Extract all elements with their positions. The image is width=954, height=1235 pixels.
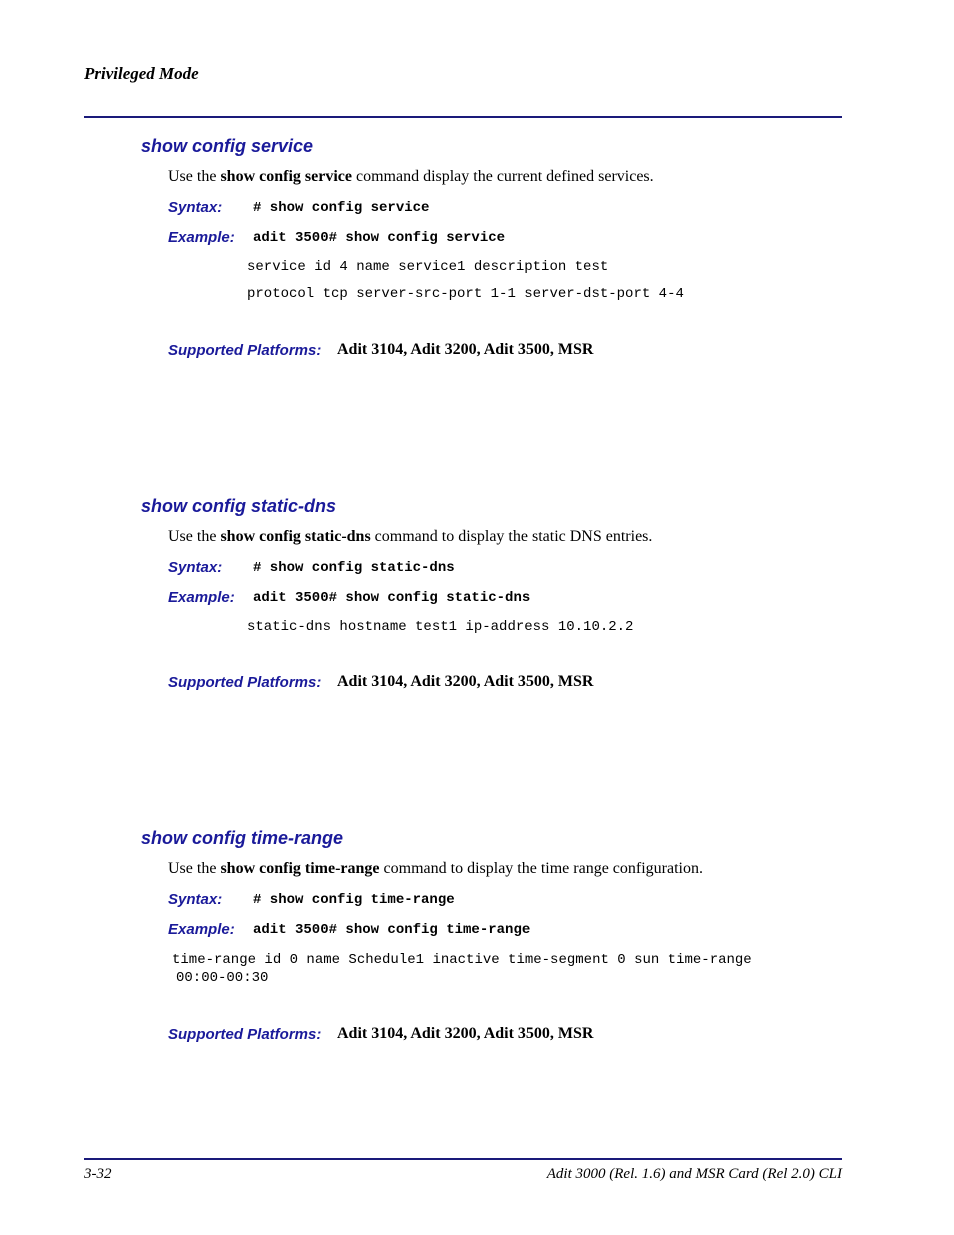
header-rule bbox=[84, 116, 842, 118]
example-label: Example: bbox=[168, 589, 235, 606]
desc-text: Use the bbox=[168, 168, 221, 185]
page-number: 3-32 bbox=[84, 1166, 112, 1182]
section-title-static-dns: show config static-dns bbox=[141, 496, 337, 516]
desc-text: Use the bbox=[168, 860, 221, 877]
document-title: Adit 3000 (Rel. 1.6) and MSR Card (Rel 2.0) CLI bbox=[546, 1166, 842, 1182]
example-output-line: static-dns hostname test1 ip-address 10.10.2.2 bbox=[247, 619, 634, 635]
desc-command: show config service bbox=[220, 168, 352, 185]
platforms-label: Supported Platforms: bbox=[168, 1026, 322, 1043]
section-description bbox=[168, 168, 654, 186]
example-command: adit 3500# show config time-range bbox=[253, 922, 531, 938]
platforms-label: Supported Platforms: bbox=[168, 674, 322, 691]
footer-rule bbox=[84, 1158, 842, 1160]
desc-text: command display the current defined services. bbox=[351, 168, 654, 185]
running-header: Privileged Mode bbox=[84, 64, 199, 83]
example-output-line: 00:00-00:30 bbox=[176, 970, 269, 986]
platforms-list: Adit 3104, Adit 3200, Adit 3500, MSR bbox=[337, 673, 594, 690]
desc-command: show config time-range bbox=[220, 860, 380, 877]
example-command: adit 3500# show config static-dns bbox=[253, 590, 531, 606]
syntax-command: # show config time-range bbox=[253, 892, 455, 908]
example-label: Example: bbox=[168, 921, 235, 938]
desc-text: Use the bbox=[168, 528, 221, 545]
example-output-line: time-range id 0 name Schedule1 inactive time-segment 0 sun time-range bbox=[172, 952, 752, 968]
desc-text: command to display the static DNS entries. bbox=[370, 528, 653, 545]
syntax-label: Syntax: bbox=[168, 559, 223, 576]
section-description bbox=[168, 860, 703, 878]
platforms-label: Supported Platforms: bbox=[168, 342, 322, 359]
syntax-label: Syntax: bbox=[168, 891, 223, 908]
section-title-time-range: show config time-range bbox=[141, 828, 344, 848]
section-title-service: show config service bbox=[141, 136, 314, 156]
example-command: adit 3500# show config service bbox=[253, 230, 506, 246]
syntax-command: # show config service bbox=[253, 200, 430, 216]
platforms-list: Adit 3104, Adit 3200, Adit 3500, MSR bbox=[337, 1025, 594, 1042]
syntax-command: # show config static-dns bbox=[253, 560, 455, 576]
syntax-label: Syntax: bbox=[168, 199, 223, 216]
example-output-line: protocol tcp server-src-port 1-1 server-dst-port 4-4 bbox=[247, 286, 684, 302]
desc-text: command to display the time range configuration. bbox=[379, 860, 703, 877]
platforms-list: Adit 3104, Adit 3200, Adit 3500, MSR bbox=[337, 341, 594, 358]
desc-command: show config static-dns bbox=[220, 528, 371, 545]
section-description bbox=[168, 528, 652, 546]
example-label: Example: bbox=[168, 229, 235, 246]
example-output-line: service id 4 name service1 description test bbox=[247, 259, 609, 275]
